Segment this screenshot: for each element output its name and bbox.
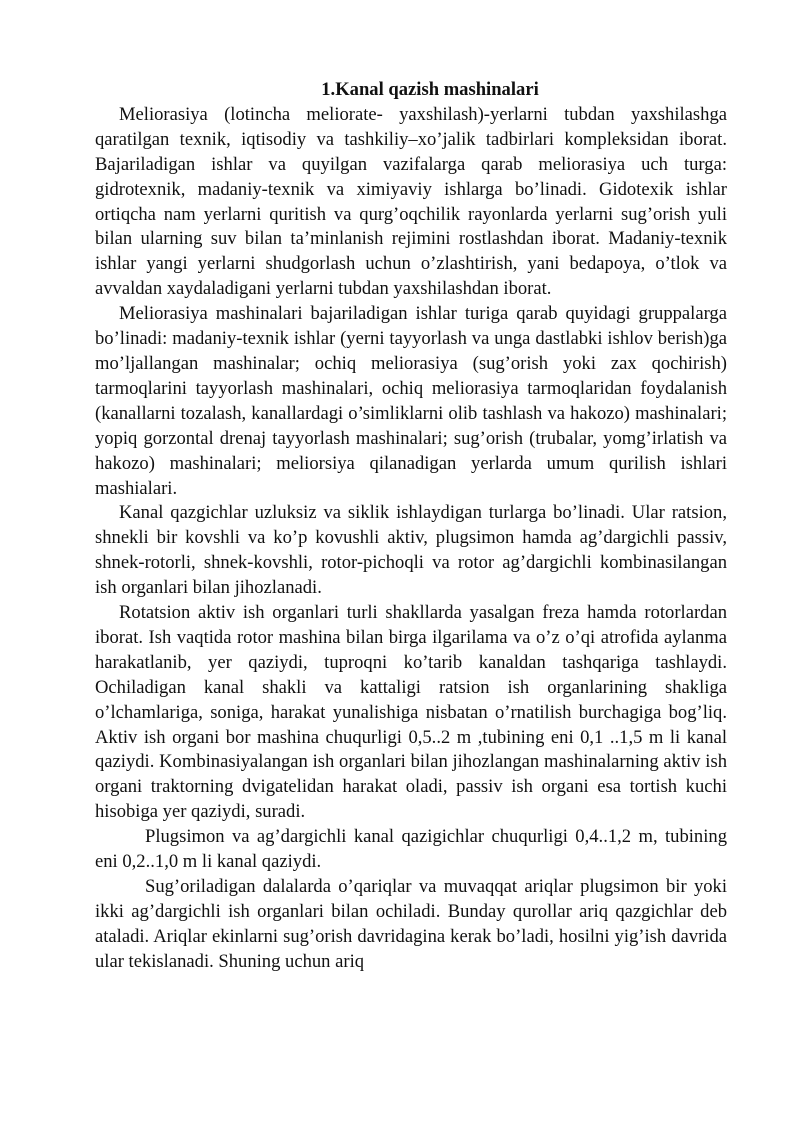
section-title: 1.Kanal qazish mashinalari xyxy=(321,79,539,100)
paragraph-rotary-organs: Rotatsion aktiv ish organlari turli shakllarda yasalgan freza hamda rotorlardan iborat. Ish vaqtida rotor mashina bilan birga ilgarilama va o’z o’qi atrofida aylanma harakatlanib, yer qaziydi, tuproqni ko’tarib kanaldan tashqariga tashlaydi. Ochiladigan kanal shakli va kattaligi ratsion ish organlarining shakliga o’lchamlariga, soniga, harakat yunalishiga nisbatan o’rnatilish burchagiga bog’liq. Aktiv ish organi bor mashina chuqurligi 0,5..2 m ,tubining eni 0,1 ..1,5 m li kanal qaziydi. Kombinasiyalangan ish organlari bilan jihozlangan mashinalarning aktiv ish organi traktorning dvigatelidan harakat oladi, passiv ish organi esa tortish kuchi hisobiga yer qaziydi, suradi. xyxy=(95,602,727,823)
paragraph-canal-diggers: Kanal qazgichlar uzluksiz va siklik ishlaydigan turlarga bo’linadi. Ular ratsion, shnekli bir kovshli va ko’p kovushli aktiv, plugsimon hamda ag’dargichli passiv, shnek-rotorli, shnek-kovshli, rotor-pichoqli va rotor ag’dargichli kombinasilangan ish organlari bilan jihozlanadi. xyxy=(95,502,727,599)
document-page xyxy=(95,78,727,975)
paragraph-plough-diggers: Plugsimon va ag’dargichli kanal qazigichlar chuqurligi 0,4..1,2 m, tubining eni 0,2..1,0 m li kanal qaziydi. xyxy=(95,826,727,873)
paragraph-irrigated-fields: Sug’oriladigan dalalarda o’qariqlar va muvaqqat ariqlar plugsimon bir yoki ikki ag’dargichli ish organlari bilan ochiladi. Bunday qurollar ariq qazgichlar deb ataladi. Ariqlar ekinlarni sug’orish davridagina kerak bo’ladi, hosilni yig’ish davrida ular tekislanadi. Shuning uchun ariq xyxy=(95,876,727,972)
paragraph-machine-groups: Meliorasiya mashinalari bajariladigan ishlar turiga qarab quyidagi gruppalarga bo’linadi: madaniy-texnik ishlar (yerni tayyorlash va unga dastlabki ishlov berish)ga mo’ljallangan mashinalar; ochiq meliorasiya (sug’orish yoki zax qochirish) tarmoqlarini tayyorlash mashinalari, ochiq meliorasiya tarmoqlaridan foydalanish (kanallarni tozalash, kanallardagi o’simliklarni olib tashlash va hakozo) mashinalari; yopiq gorzontal drenaj tayyorlash mashinalari; sug’orish (trubalar, yomg’irlatish va hakozo) mashinalari; meliorsiya qilanadigan yerlarda umum qurilish ishlari mashialari. xyxy=(95,303,727,499)
paragraph-meliorasiya-definition: Meliorasiya (lotincha meliorate- yaxshilash)-yerlarni tubdan yaxshilashga qaratilgan texnik, iqtisodiy va tashkiliy–xo’jalik tadbirlari kompleksidan iborat. Bajariladigan ishlar va quyilgan vazifalarga qarab meliorasiya uch turga: gidrotexnik, madaniy-texnik va ximiyaviy ishlarga bo’linadi. Gidotexik ishlar ortiqcha nam yerlarni quritish va qurg’oqchilik rayonlarda yerlarni sug’orish yuli bilan ularning suv bilan ta’minlanish rejimini rostlashdan iborat. Madaniy-texnik ishlar yangi yerlarni shudgorlash uchun o’zlashtirish, yani bedapoya, o’tlok va avvaldan xaydaladigani yerlarni tubdan yaxshilashdan iborat. xyxy=(95,103,727,300)
